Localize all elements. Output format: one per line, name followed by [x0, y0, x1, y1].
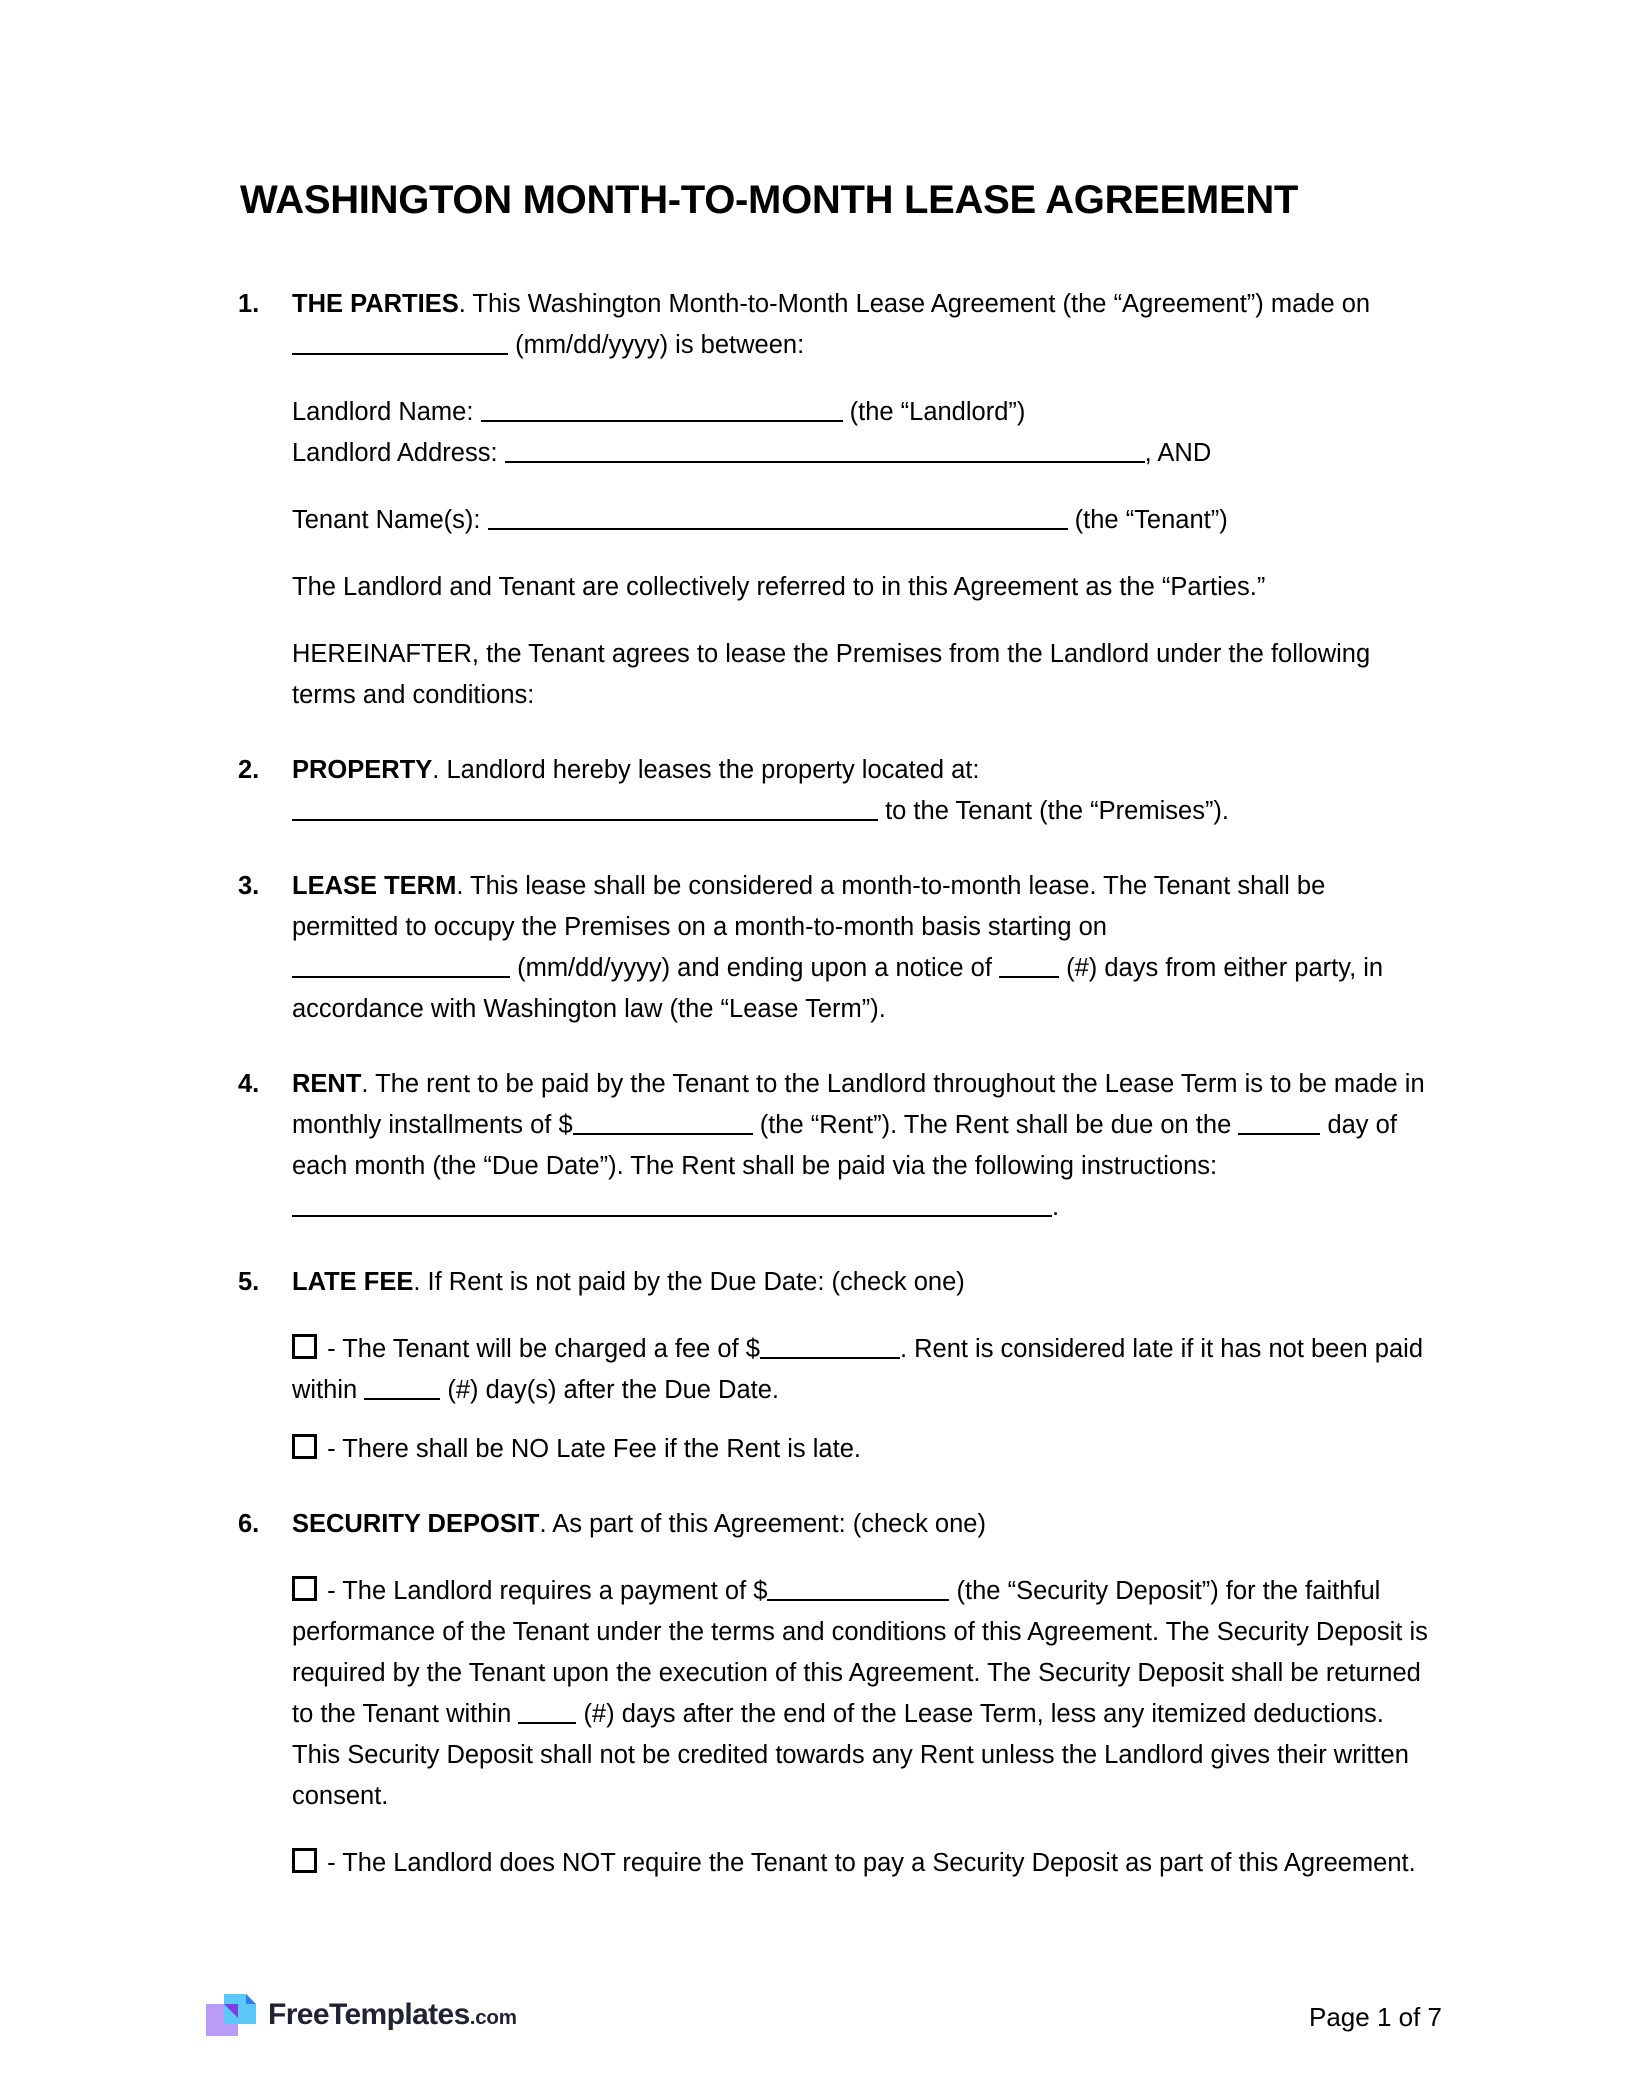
agreement-date-blank[interactable] — [292, 326, 508, 355]
document-body — [238, 0, 1438, 1884]
page-footer — [0, 1940, 1632, 2090]
section-rent — [238, 1064, 1438, 1228]
late-fee-text-a: . If Rent is not paid by the Due Date: (check one) — [413, 1267, 965, 1296]
landlord-address-row — [292, 433, 1438, 474]
security-deposit-option-1 — [238, 1571, 1438, 1817]
logo-name: FreeTemplates — [268, 1998, 470, 2031]
rent-due-day-blank[interactable] — [1238, 1106, 1320, 1135]
security-deposit-option-2 — [238, 1843, 1438, 1884]
no-late-fee-checkbox[interactable] — [292, 1434, 317, 1459]
rent-text-d: . — [1052, 1192, 1060, 1221]
late-fee-amount-blank[interactable] — [760, 1330, 900, 1359]
section-security-deposit — [238, 1504, 1438, 1545]
rent-amount-blank[interactable] — [573, 1106, 753, 1135]
landlord-address-suffix: , AND — [1144, 438, 1212, 467]
rent-instructions-blank[interactable] — [292, 1188, 1052, 1217]
security-deposit-option1-c: (#) days after the end of the Lease Term, less any itemized deductions. This Security Deposit shall not be credited towards any Rent unless the Landlord gives their written consent. — [292, 1699, 1409, 1810]
landlord-name-label: Landlord Name: — [292, 397, 481, 426]
section-property — [238, 750, 1438, 832]
notice-days-blank[interactable] — [999, 949, 1059, 978]
late-fee-grace-days-blank[interactable] — [364, 1371, 440, 1400]
lease-term-text-c: (#) days from either party, in accordance with Washington law (the “Lease Term”). — [292, 953, 1384, 1023]
section-label-the-parties: THE PARTIES — [292, 289, 459, 318]
security-deposit-option1-b: (the “Security Deposit”) for the faithful performance of the Tenant under the terms and conditions of this Agreement. The Security Deposit is required by the Tenant upon the execution of this Agreement. The Security Deposit shall be returned to the Tenant within — [292, 1576, 1428, 1728]
landlord-name-row — [292, 392, 1438, 433]
section-number-2: 2. — [238, 755, 260, 784]
landlord-address-blank[interactable] — [505, 434, 1145, 463]
hereinafter-text: HEREINAFTER, the Tenant agrees to lease the Premises from the Landlord under the following terms and conditions: — [292, 639, 1371, 709]
section-number-5: 5. — [238, 1267, 260, 1296]
section-label-property: PROPERTY — [292, 755, 433, 784]
rent-text-c: day of each month (the “Due Date”). The Rent shall be paid via the following instructions: — [292, 1110, 1397, 1180]
property-text-b: to the Tenant (the “Premises”). — [878, 796, 1230, 825]
landlord-name-suffix: (the “Landlord”) — [842, 397, 1026, 426]
hereinafter-paragraph — [238, 634, 1438, 716]
rent-text-a: . The rent to be paid by the Tenant to the Landlord throughout the Lease Term is to be made in monthly installments of $ — [292, 1069, 1425, 1139]
document-stack-icon — [206, 1992, 258, 2038]
lease-start-date-blank[interactable] — [292, 949, 510, 978]
security-deposit-amount-blank[interactable] — [767, 1572, 949, 1601]
section-label-late-fee: LATE FEE — [292, 1267, 414, 1296]
no-security-deposit-checkbox[interactable] — [292, 1848, 317, 1873]
parties-intro-b: (mm/dd/yyyy) is between: — [508, 330, 805, 359]
section-number-1: 1. — [238, 289, 260, 318]
property-text-a: . Landlord hereby leases the property located at: — [432, 755, 980, 784]
section-late-fee — [238, 1262, 1438, 1303]
tenant-name-label: Tenant Name(s): — [292, 505, 488, 534]
section-lease-term — [238, 866, 1438, 1030]
section-number-3: 3. — [238, 871, 260, 900]
section-label-rent: RENT — [292, 1069, 362, 1098]
late-fee-option-1 — [238, 1329, 1438, 1411]
page-indicator: Page 1 of 7 — [1309, 2002, 1442, 2032]
security-deposit-required-checkbox[interactable] — [292, 1576, 317, 1601]
rent-text-b: (the “Rent”). The Rent shall be due on the — [752, 1110, 1239, 1139]
security-deposit-text-a: . As part of this Agreement: (check one) — [539, 1509, 986, 1538]
late-fee-option1-a: - The Tenant will be charged a fee of $ — [320, 1334, 760, 1363]
page-title: WASHINGTON MONTH-TO-MONTH LEASE AGREEMENT — [240, 178, 1299, 222]
parties-collective-text: The Landlord and Tenant are collectively referred to in this Agreement as the “Parties.” — [292, 572, 1266, 601]
section-the-parties — [238, 284, 1438, 366]
landlord-fields — [238, 392, 1438, 474]
logo-wordmark — [268, 1998, 517, 2032]
security-deposit-option2: - The Landlord does NOT require the Tenant to pay a Security Deposit as part of this Agreement. — [320, 1848, 1416, 1877]
section-label-lease-term: LEASE TERM — [292, 871, 457, 900]
section-number-6: 6. — [238, 1509, 260, 1538]
logo-suffix: .com — [469, 2006, 517, 2029]
freetemplates-logo[interactable] — [206, 1992, 517, 2038]
landlord-name-blank[interactable] — [481, 393, 843, 422]
late-fee-option1-c: (#) day(s) after the Due Date. — [440, 1375, 780, 1404]
late-fee-option1-b: . Rent is considered late if it has not been paid within — [292, 1334, 1424, 1404]
lease-term-text-a: . This lease shall be considered a month-to-month lease. The Tenant shall be permitted to occupy the Premises on a month-to-month basis starting on — [292, 871, 1326, 941]
landlord-address-label: Landlord Address: — [292, 438, 505, 467]
tenant-name-suffix: (the “Tenant”) — [1067, 505, 1228, 534]
late-fee-option2: - There shall be NO Late Fee if the Rent is late. — [320, 1434, 861, 1463]
late-fee-option-2 — [238, 1429, 1438, 1470]
parties-intro-a: . This Washington Month-to-Month Lease Agreement (the “Agreement”) made on — [458, 289, 1371, 318]
tenant-name-blank[interactable] — [488, 501, 1068, 530]
parties-collective-paragraph — [238, 567, 1438, 608]
security-deposit-option1-a: - The Landlord requires a payment of $ — [320, 1576, 768, 1605]
tenant-fields — [238, 500, 1438, 541]
section-label-security-deposit: SECURITY DEPOSIT — [292, 1509, 540, 1538]
late-fee-charge-checkbox[interactable] — [292, 1334, 317, 1359]
section-number-4: 4. — [238, 1069, 260, 1098]
lease-term-text-b: (mm/dd/yyyy) and ending upon a notice of — [510, 953, 1000, 982]
property-address-blank[interactable] — [292, 792, 878, 821]
security-deposit-return-days-blank[interactable] — [518, 1695, 576, 1724]
